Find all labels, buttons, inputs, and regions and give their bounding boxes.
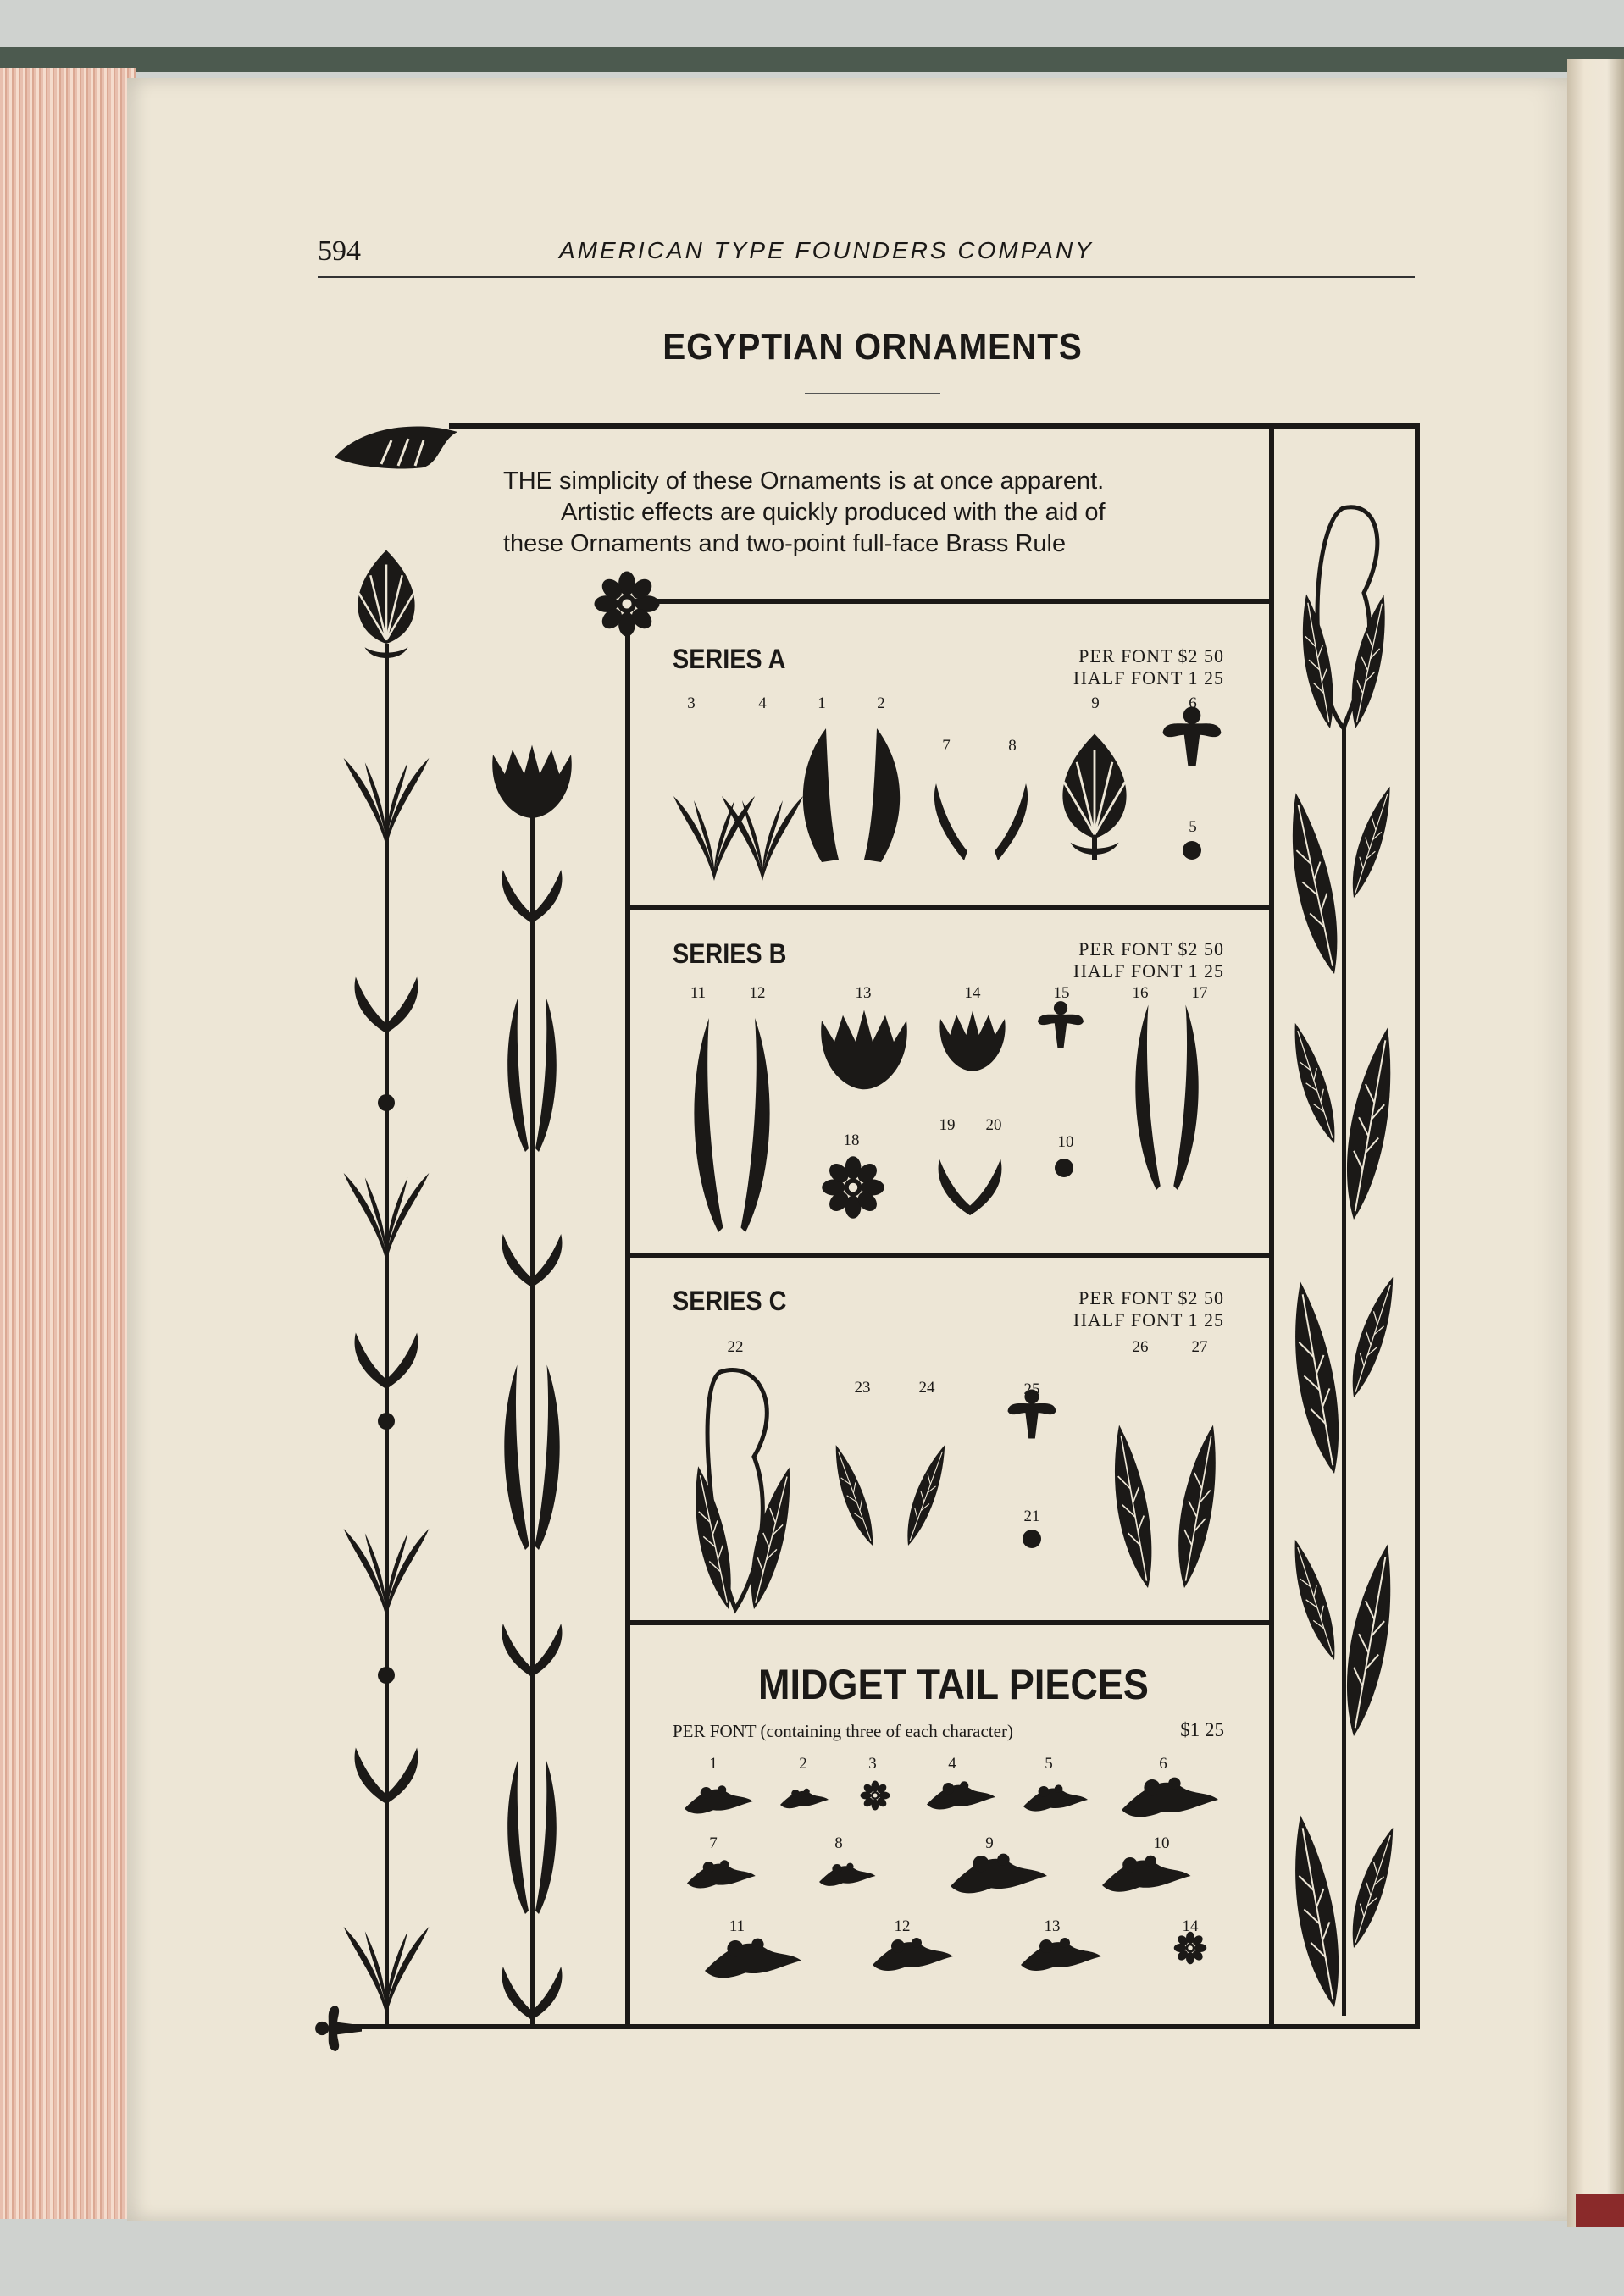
ornament-number: 13 — [1044, 1917, 1061, 1935]
ornament-number: 9 — [1091, 694, 1100, 712]
ornament-number: 24 — [918, 1379, 935, 1397]
half-font-price: 1 25 — [1188, 1309, 1224, 1331]
series-a-half-font — [1000, 667, 1224, 689]
ornament-number: 14 — [1182, 1917, 1199, 1935]
ornament-number: 3 — [868, 1755, 877, 1773]
ornament-number: 27 — [1191, 1338, 1208, 1356]
ornament-number: 11 — [690, 984, 707, 1002]
series-b-half-font — [1000, 960, 1224, 982]
ornament-number: 2 — [799, 1755, 807, 1773]
ornament-number: 13 — [855, 984, 872, 1002]
ornament-number: 6 — [1189, 694, 1197, 712]
ornament-number: 15 — [1053, 984, 1070, 1002]
intro-line-1: THE simplicity of these Ornaments is at once apparent. — [503, 467, 1105, 495]
ornament-number: 8 — [834, 1834, 843, 1852]
intro-line-2: Artistic effects are quickly produced with the aid of — [561, 499, 1106, 526]
series-c-per-font — [1000, 1287, 1224, 1309]
ornament-number: 5 — [1045, 1755, 1053, 1773]
midget-per-font-label: PER FONT (containing three of each character) — [673, 1721, 1013, 1741]
ornament-number: 21 — [1023, 1508, 1040, 1525]
ornament-number: 20 — [985, 1116, 1002, 1134]
ornament-number: 12 — [749, 984, 766, 1002]
series-a-label: SERIES A — [673, 644, 786, 674]
midget-price: $1 25 — [1180, 1719, 1224, 1740]
page-title: EGYPTIAN ORNAMENTS — [662, 326, 1083, 368]
ornament-number: 3 — [687, 694, 696, 712]
per-font-label: PER FONT — [1078, 645, 1172, 667]
ornament-number: 18 — [843, 1131, 860, 1149]
ornament-number: 11 — [729, 1917, 745, 1935]
ornament-number: 16 — [1132, 984, 1149, 1002]
series-a-per-font — [1000, 645, 1224, 667]
per-font-price: $2 50 — [1178, 645, 1224, 667]
series-b-per-font — [1000, 938, 1224, 960]
ornament-number: 17 — [1191, 984, 1208, 1002]
ornament-number: 14 — [964, 984, 981, 1002]
ornament-number: 5 — [1189, 818, 1197, 836]
half-font-price: 1 25 — [1188, 960, 1224, 982]
per-font-price: $2 50 — [1178, 938, 1224, 960]
ornament-number: 25 — [1023, 1380, 1040, 1398]
per-font-price: $2 50 — [1178, 1287, 1224, 1308]
half-font-label: HALF FONT — [1073, 960, 1183, 982]
midget-tail-pieces-title: MIDGET TAIL PIECES — [758, 1661, 1149, 1708]
ornament-number: 2 — [877, 694, 885, 712]
ornament-number: 4 — [758, 694, 767, 712]
ornament-number: 26 — [1132, 1338, 1149, 1356]
series-b-label: SERIES B — [673, 938, 787, 969]
half-font-label: HALF FONT — [1073, 1309, 1183, 1331]
ornament-number: 9 — [985, 1834, 994, 1852]
per-font-label: PER FONT — [1078, 1287, 1172, 1308]
running-head: AMERICAN TYPE FOUNDERS COMPANY — [559, 237, 1094, 263]
half-font-label: HALF FONT — [1073, 667, 1183, 689]
ornament-number: 1 — [709, 1755, 718, 1773]
intro-paragraph — [503, 466, 1249, 560]
ornament-number: 7 — [942, 737, 951, 755]
per-font-label: PER FONT — [1078, 938, 1172, 960]
page-number: 594 — [318, 235, 361, 267]
ornament-number: 8 — [1008, 737, 1017, 755]
ornament-number: 22 — [727, 1338, 744, 1356]
ornament-number: 4 — [948, 1755, 956, 1773]
ornament-number: 1 — [818, 694, 826, 712]
ornament-number: 19 — [939, 1116, 956, 1134]
ornament-number: 10 — [1057, 1133, 1074, 1151]
ornament-number: 6 — [1159, 1755, 1167, 1773]
ornament-number: 7 — [709, 1834, 718, 1852]
half-font-price: 1 25 — [1188, 667, 1224, 689]
ornament-number: 12 — [894, 1917, 911, 1935]
ornament-number: 10 — [1153, 1834, 1170, 1852]
ornament-number: 23 — [854, 1379, 871, 1397]
series-c-half-font — [1000, 1309, 1224, 1331]
series-c-label: SERIES C — [673, 1286, 787, 1316]
intro-line-3: these Ornaments and two-point full-face Brass Rule — [503, 530, 1067, 557]
